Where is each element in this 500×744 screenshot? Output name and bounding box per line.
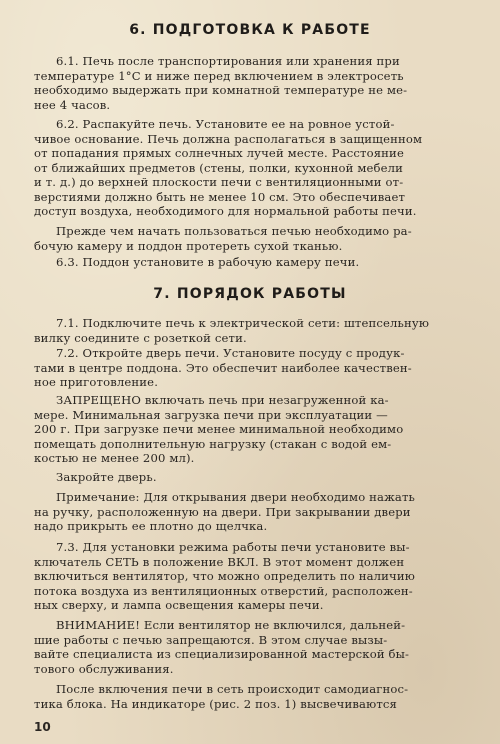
text-line: тами в центре поддона. Это обеспечит наиболее качествен- xyxy=(34,360,412,375)
text-line: После включения печи в сеть происходит самодиагнос- xyxy=(56,682,409,696)
text-line: ЗАПРЕЩЕНО включать печь при незагруженной ка- xyxy=(56,393,389,407)
text-line: тового обслуживания. xyxy=(34,661,174,676)
text-line: ных сверху, и лампа освещения камеры печи. xyxy=(34,598,324,612)
text-line: вилку соедините с розеткой сети. xyxy=(34,330,247,345)
text-line: от ближайших предметов (стены, полки, кухонной мебели xyxy=(34,160,404,175)
text-line: чивое основание. Печь должна располагаться в защищенном xyxy=(34,131,423,146)
paragraph-6-1 xyxy=(34,54,470,112)
paragraph-self-diagnostics xyxy=(34,682,470,711)
text-line: 200 г. При загрузке печи менее минимальной необходимо xyxy=(34,422,404,436)
text-line: бочую камеру и поддон протереть сухой тканью. xyxy=(34,238,343,253)
text-line: Прежде чем начать пользоваться печью необходимо ра- xyxy=(56,224,412,238)
text-line: ное приготовление. xyxy=(34,375,159,389)
text-line: на ручку, расположенную на двери. При закрывании двери xyxy=(34,504,411,519)
section-6-heading: 6. ПОДГОТОВКА К РАБОТЕ xyxy=(129,22,371,38)
text-line: 7.1. Подключите печь к электрической сети: штепсельную xyxy=(56,316,430,330)
paragraph-note xyxy=(34,490,470,534)
text-line: тика блока. На индикаторе (рис. 2 поз. 1) высвечиваются xyxy=(34,696,398,711)
text-line: 7.3. Для установки режима работы печи установите вы- xyxy=(56,540,410,554)
paragraph-prohibited xyxy=(34,393,470,466)
text-line: 6.3. Поддон установите в рабочую камеру печи. xyxy=(56,255,360,269)
text-line: костью не менее 200 мл). xyxy=(34,451,195,465)
text-line: мере. Минимальная загрузка печи при эксплуатации — xyxy=(34,407,388,422)
text-line: необходимо выдержать при комнатной температуре не ме- xyxy=(34,83,408,97)
text-line: ВНИМАНИЕ! Если вентилятор не включился, дальней- xyxy=(56,618,406,632)
text-line: Примечание: Для открывания двери необходимо нажать xyxy=(56,490,416,504)
text-line: 7.2. Откройте дверь печи. Установите посуду с продук- xyxy=(56,346,405,360)
text-line: от попадания прямых солнечных лучей месте. Расстояние xyxy=(34,146,404,160)
text-line: 6.2. Распакуйте печь. Установите ее на ровное устой- xyxy=(56,117,395,131)
text-line: шие работы с печью запрещаются. В этом случае вызы- xyxy=(34,632,388,647)
page-number: 10 xyxy=(34,720,51,734)
paragraph-7-3 xyxy=(34,540,470,613)
paragraph-warning xyxy=(34,618,470,676)
text-line: температуре 1°С и ниже перед включением в электросеть xyxy=(34,68,404,83)
text-line: ключатель СЕТЬ в положение ВКЛ. В этот момент должен xyxy=(34,554,405,569)
text-line: 6.1. Печь после транспортирования или хранения при xyxy=(56,54,400,68)
paragraph-cleaning xyxy=(34,224,470,253)
text-line: и т. д.) до верхней плоскости печи с вентиляционными от- xyxy=(34,175,404,189)
paragraph-close-door xyxy=(34,470,470,485)
text-line: надо прикрыть ее плотно до щелчка. xyxy=(34,519,268,533)
text-line: нее 4 часов. xyxy=(34,97,111,112)
paragraph-6-2 xyxy=(34,117,470,219)
text-line: помещать дополнительную нагрузку (стакан с водой ем- xyxy=(34,436,392,451)
section-7-heading: 7. ПОРЯДОК РАБОТЫ xyxy=(153,286,347,302)
text-line: верстиями должно быть не менее 10 см. Это обеспечивает xyxy=(34,189,406,204)
text-line: вайте специалиста из специализированной мастерской бы- xyxy=(34,647,410,661)
text-line: включиться вентилятор, что можно определить по наличию xyxy=(34,569,415,583)
text-line: доступ воздуха, необходимого для нормальной работы печи. xyxy=(34,204,417,218)
paragraph-7-1 xyxy=(34,316,470,345)
text-line: потока воздуха из вентиляционных отверстий, расположен- xyxy=(34,583,413,598)
text-line: Закройте дверь. xyxy=(56,470,157,484)
paragraph-6-3 xyxy=(34,255,470,270)
paragraph-7-2 xyxy=(34,346,470,390)
